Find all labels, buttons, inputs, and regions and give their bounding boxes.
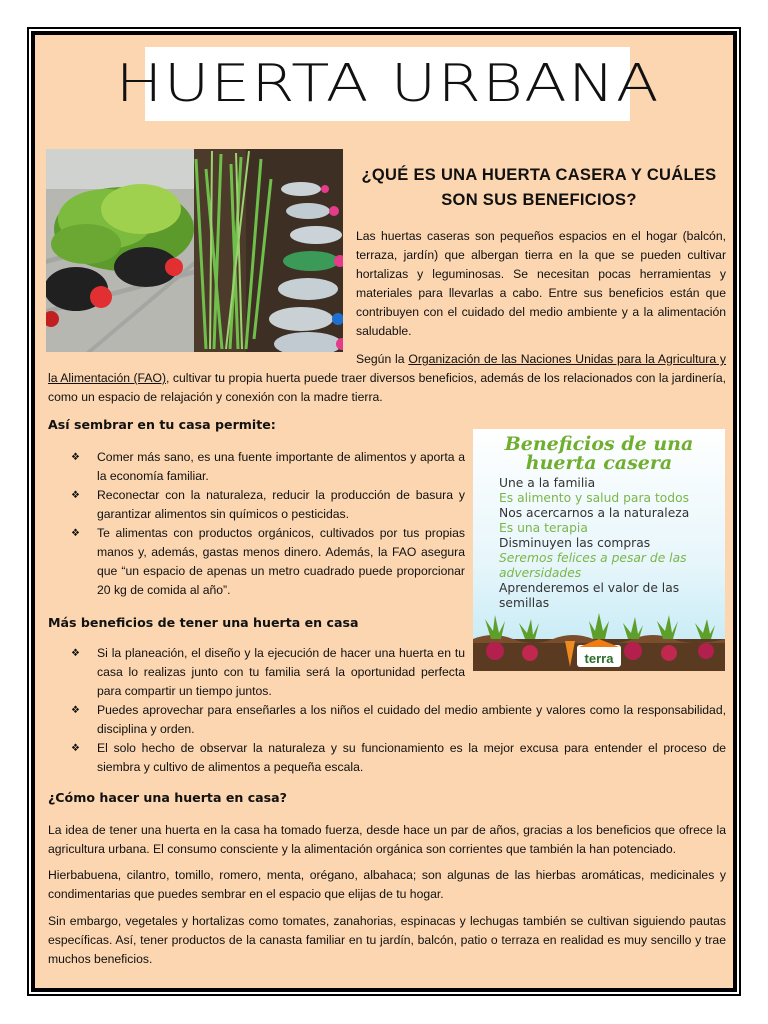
section3-paragraph: Sin embargo, vegetales y hortalizas como tomates, zanahorias, espinacas y lechugas también se cultivan siguiendo pautas específicas. Así, tener productos de la canasta familiar en tu jardín, balcón, patio o terraza en realidad es muy sencillo y trae muchos beneficios. [48,914,726,966]
page-title: HUERTA URBANA [115,54,660,114]
section2-list-b [65,701,726,777]
diamond-bullet-icon: ❖ [71,743,80,754]
section3-paragraph: La idea de tener una huerta en la casa ha tomado fuerza, desde hace un par de años, gracias a los beneficios que ofrece la agricultura urbana. El consumo consciente y la alimentación orgánica son corrientes que también la han potenciado. [48,823,726,856]
infographic-line: semillas [499,596,550,610]
section2-heading: Más beneficios de tener una huerta en casa [48,615,359,630]
diamond-bullet-icon: ❖ [71,490,80,501]
intro-paragraph: Las huertas caseras son pequeños espacios en el hogar (balcón, terraza, jardín) que albergan tierra en la que se pueden cultivar hortalizas y leguminosas. Se necesitan pocas herramientas y materiales para llevarlas a cabo. Entre sus beneficios están que contribuyen con el cuidado del medio ambiente y a la alimentación saludable. [356,229,726,338]
list-item: ❖ Comer más sano, es una fuente importante de alimentos y aporta a la economía familiar. [71,450,465,483]
infographic-line: Une a la familia [499,476,596,490]
title-banner [115,47,660,121]
fao-suffix: , cultivar tu propia huerta puede traer diversos beneficios, además de los relacionados con la jardinería, como un espacio de relajación y conexión con la madre tierra. [48,371,727,404]
garden-bottles-illustration [46,149,343,352]
infographic-line: Aprenderemos el valor de las [499,581,680,595]
section1-heading: Así sembrar en tu casa permite: [48,417,276,432]
section1-list [65,448,465,600]
infographic-line: Seremos felices a pesar de las [499,551,687,565]
infographic-line: Es alimento y salud para todos [499,491,690,505]
list-item: ❖ Reconectar con la naturaleza, reducir la producción de basura y garantizar alimentos sin químicos o pesticidas. [71,488,465,521]
infographic-line: Nos acercarnos a la naturaleza [499,506,690,520]
list-item: ❖ Si la planeación, el diseño y la ejecución de hacer una huerta en tu casa lo realizas junto con tu familia será la oportunidad perfecta para compartir un tiempo juntos. [71,646,465,698]
infographic-title: Beneficios de una huerta casera [504,433,694,474]
fao-prefix: Según la [356,352,409,366]
diamond-bullet-icon: ❖ [71,528,80,539]
garden-bottles-photo [46,149,343,352]
terra-logo: terra [584,651,614,666]
question-title: ¿QUÉ ES UNA HUERTA CASERA Y CUÁLES SON SUS BENEFICIOS? [361,166,717,209]
fao-link[interactable]: Organización de las Naciones Unidas para la Agricultura y la Alimentación (FAO) [48,352,727,385]
section3-paragraph: Hierbabuena, cilantro, tomillo, romero, menta, orégano, albahaca; son algunas de las hierbas aromáticas, medicinales y condimentarias que puedes sembrar en el espacio que elijas de tu hogar. [48,868,726,901]
list-item: ❖ Te alimentas con productos orgánicos, cultivados por tus propias manos y, además, gastas menos dinero. Además, la FAO asegura que “un espacio de apenas un metro cuadrado puede proporcionar 20 kg de comida al año”. [71,526,465,597]
diamond-bullet-icon: ❖ [71,648,80,659]
infographic-line: Es una terapia [499,521,588,535]
section3-heading: ¿Cómo hacer una huerta en casa? [48,790,287,805]
list-item: ❖ El solo hecho de observar la naturaleza y su funcionamiento es la mejor excusa para entender el proceso de siembra y cultivo de alimentos a pequeña escala. [71,741,726,774]
infographic-line: adversidades [499,566,582,580]
fao-paragraph [48,350,726,407]
vegetables-soil-illustration [473,609,725,671]
section2-list-a [65,644,465,701]
diamond-bullet-icon: ❖ [71,452,80,463]
list-item: ❖ Puedes aprovechar para enseñarles a los niños el cuidado del medio ambiente y valores como la responsabilidad, disciplina y orden. [71,703,726,736]
diamond-bullet-icon: ❖ [71,705,80,716]
benefits-infographic [473,429,725,671]
infographic-line: Disminuyen las compras [499,536,651,550]
flyer-page [31,31,737,992]
